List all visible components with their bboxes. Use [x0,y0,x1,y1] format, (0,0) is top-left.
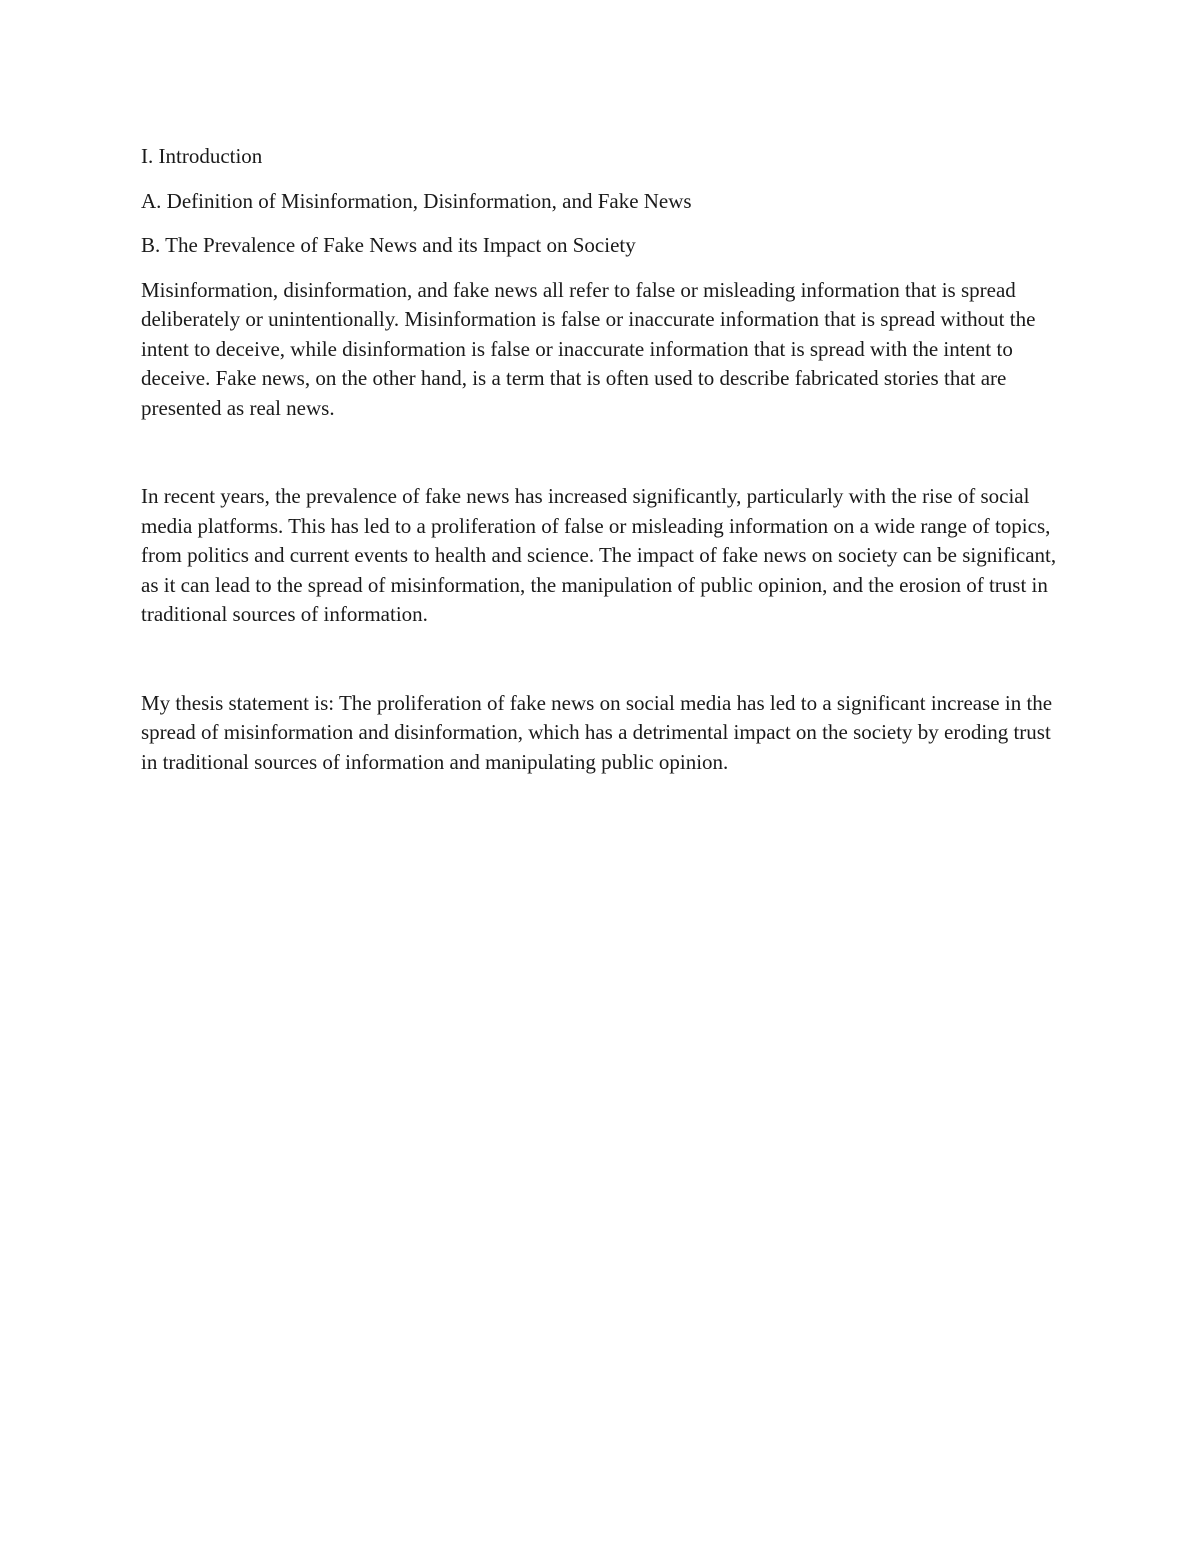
subsection-heading-prevalence: B. The Prevalence of Fake News and its Impact on Society [141,233,636,257]
subsection-heading-definition: A. Definition of Misinformation, Disinformation, and Fake News [141,188,692,213]
paragraph-prevalence: In recent years, the prevalence of fake news has increased significantly, particularly with the rise of social media platforms. This has led to a proliferation of false or misleading information on a wide range of topics, from politics and current events to health and science. The impact of fake news on society can be significant, as it can lead to the spread of misinformation, the manipulation of public opinion, and the erosion of trust in traditional sources of information. [141,484,1057,626]
paragraph-thesis: My thesis statement is: The proliferation of fake news on social media has led to a significant increase in the spread of misinformation and disinformation, which has a detrimental impact on the society by eroding trust in traditional sources of information and manipulating public opinion. [141,690,1053,774]
document-body [141,142,1059,777]
paragraph-definitions: Misinformation, disinformation, and fake news all refer to false or misleading information that is spread deliberately or unintentionally. Misinformation is false or inaccurate information that is spread without the intent to deceive, while disinformation is false or inaccurate information that is spread with the intent to deceive. Fake news, on the other hand, is a term that is often used to describe fabricated stories that are presented as real news. [141,277,1036,420]
section-heading-introduction: I. Introduction [141,144,263,168]
